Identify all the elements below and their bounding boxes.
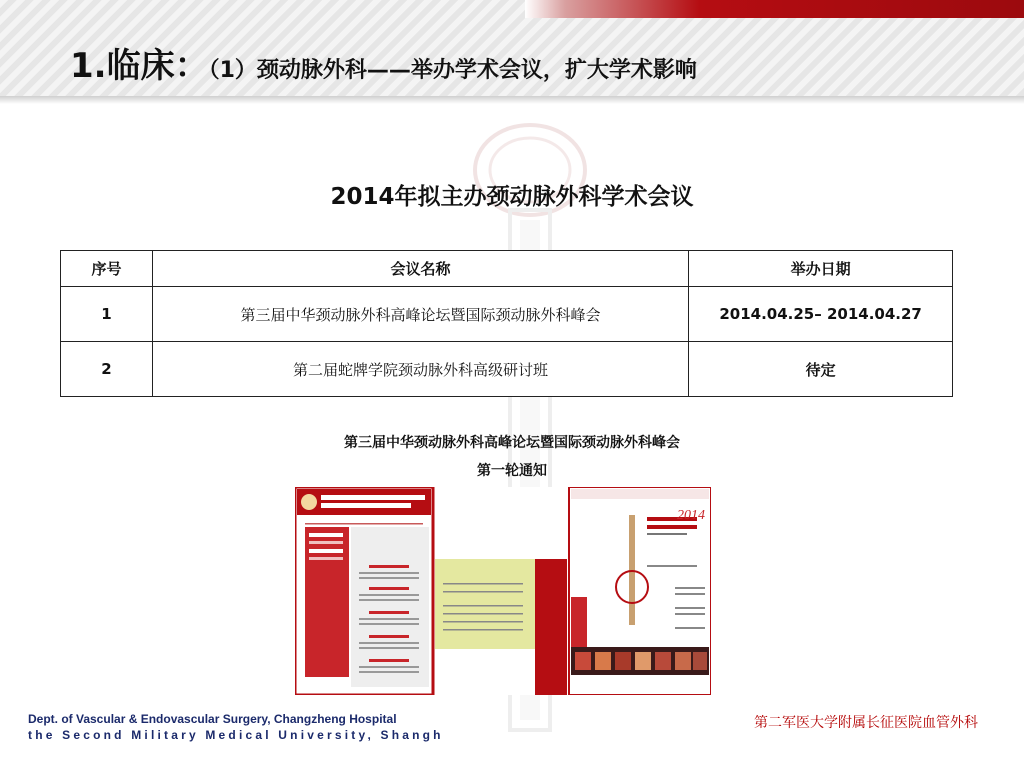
conference-brochure-image bbox=[295, 487, 711, 695]
cell-no: 2 bbox=[61, 342, 153, 397]
slide-title-main: 1.临床： bbox=[70, 46, 209, 86]
slide-title-sub: （1）颈动脉外科——举办学术会议，扩大学术影响 bbox=[208, 58, 697, 83]
cell-date: 待定 bbox=[689, 342, 953, 397]
meeting-table bbox=[60, 250, 953, 397]
table-header-row bbox=[61, 251, 953, 287]
table-row bbox=[61, 342, 953, 397]
slide-title bbox=[70, 38, 697, 88]
header-name: 会议名称 bbox=[152, 251, 688, 287]
cell-no: 1 bbox=[61, 287, 153, 342]
brochure-subcaption: 第一轮通知 bbox=[477, 463, 547, 479]
header-date: 举办日期 bbox=[689, 251, 953, 287]
table-row bbox=[61, 287, 953, 342]
table-heading: 2014年拟主办颈动脉外科学术会议 bbox=[330, 184, 694, 210]
cell-name: 第三届中华颈动脉外科高峰论坛暨国际颈动脉外科峰会 bbox=[152, 287, 688, 342]
svg-text:2014: 2014 bbox=[677, 508, 705, 523]
header-no: 序号 bbox=[61, 251, 153, 287]
brochure-caption: 第三届中华颈动脉外科高峰论坛暨国际颈动脉外科峰会 bbox=[344, 435, 680, 451]
footer-department-line2: the Second Military Medical University, Shangh bbox=[28, 728, 444, 742]
footer-hospital-name: 第二军医大学附属长征医院血管外科 bbox=[754, 715, 978, 731]
footer-department-line1: Dept. of Vascular & Endovascular Surgery, Changzheng Hospital bbox=[28, 712, 397, 726]
header-red-bar bbox=[525, 0, 1024, 18]
cell-date: 2014.04.25– 2014.04.27 bbox=[689, 287, 953, 342]
footer-department bbox=[28, 712, 444, 742]
header-shadow bbox=[0, 96, 1024, 104]
cell-name: 第二届蛇牌学院颈动脉外科高级研讨班 bbox=[152, 342, 688, 397]
